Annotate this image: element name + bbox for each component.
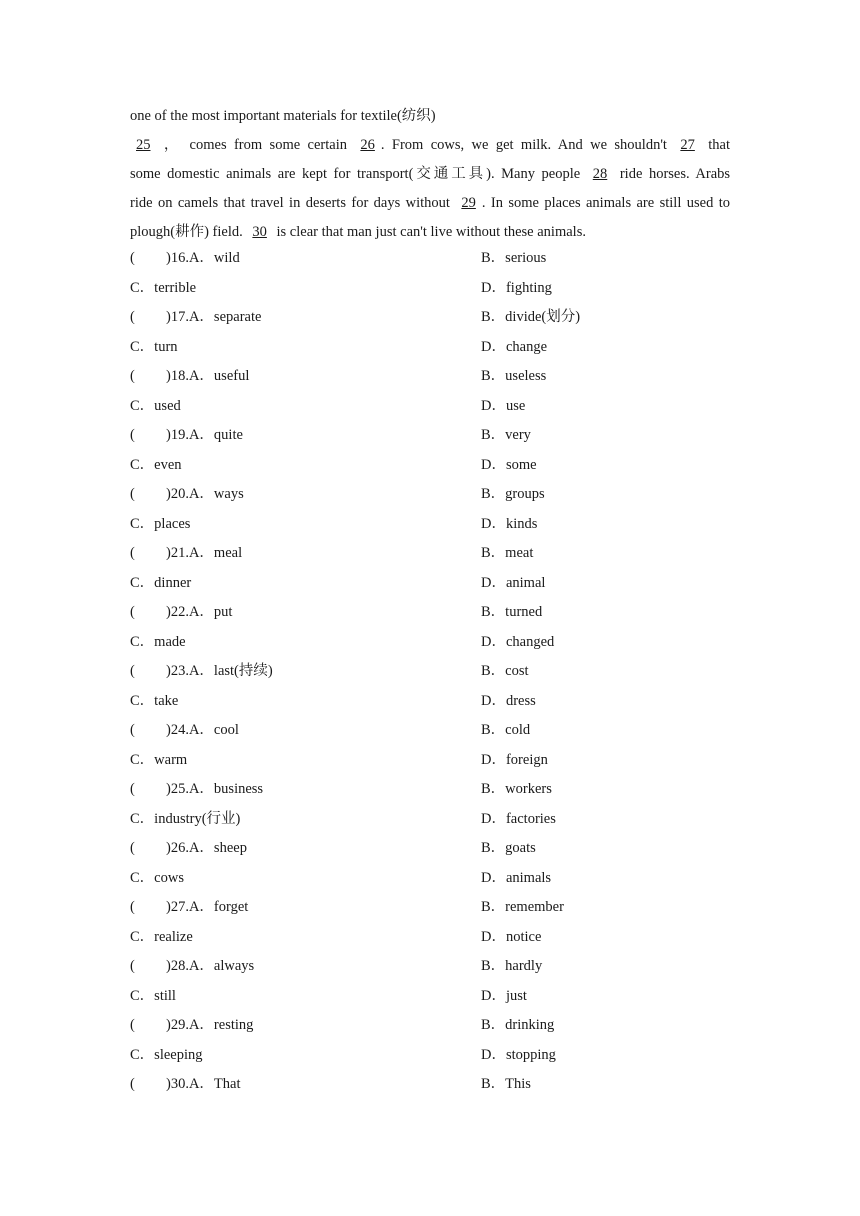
blank-27: 27 <box>680 137 695 153</box>
option-d: D．factories <box>481 810 556 827</box>
option-c: C．used <box>130 397 181 414</box>
question-row <box>130 746 730 776</box>
question-row <box>130 893 730 923</box>
option-a: )25.A．business <box>166 781 264 797</box>
answer-paren[interactable]: ( <box>130 663 135 679</box>
passage-line <box>130 218 730 247</box>
question-row <box>130 392 730 422</box>
option-b: B．useless <box>481 368 547 384</box>
blank-25: 25 <box>136 137 151 153</box>
cloze-passage <box>130 102 730 247</box>
question-row <box>130 923 730 953</box>
question-row <box>130 834 730 864</box>
question-left <box>130 893 248 923</box>
option-a: )23.A．last(持续) <box>166 663 273 679</box>
option-b: B．goats <box>481 840 536 856</box>
blank-28: 28 <box>592 166 608 182</box>
question-row <box>130 687 730 717</box>
option-a: )22.A．put <box>166 604 233 620</box>
question-left <box>130 362 249 392</box>
option-d: D．kinds <box>481 515 538 532</box>
option-d: D．foreign <box>481 751 548 768</box>
question-left <box>130 598 232 628</box>
option-d: D．animal <box>481 574 546 591</box>
question-row <box>130 598 730 628</box>
option-d: D．just <box>481 987 527 1004</box>
question-row <box>130 303 730 333</box>
option-a: )28.A．always <box>166 958 255 974</box>
passage-line <box>130 102 730 131</box>
question-row <box>130 805 730 835</box>
option-a: )18.A．useful <box>166 368 250 384</box>
option-a: )27.A．forget <box>166 899 249 915</box>
option-b: B．workers <box>481 781 552 797</box>
option-d: D．stopping <box>481 1046 556 1063</box>
option-b: B．serious <box>481 250 547 266</box>
option-b: B．groups <box>481 486 545 502</box>
option-d: D．change <box>481 338 548 355</box>
option-b: B．cost <box>481 663 529 679</box>
question-row <box>130 244 730 274</box>
question-row <box>130 775 730 805</box>
answer-paren[interactable]: ( <box>130 840 135 856</box>
question-row <box>130 716 730 746</box>
question-row <box>130 864 730 894</box>
answer-paren[interactable]: ( <box>130 899 135 915</box>
option-d: D．use <box>481 397 526 414</box>
option-c: C．warm <box>130 751 188 768</box>
option-c: C．turn <box>130 338 178 355</box>
answer-paren[interactable]: ( <box>130 250 135 266</box>
option-c: C．places <box>130 515 191 532</box>
question-row <box>130 539 730 569</box>
passage-text: ride on camels that travel in deserts for days without <box>130 195 450 211</box>
answer-paren[interactable]: ( <box>130 781 135 797</box>
answer-paren[interactable]: ( <box>130 427 135 443</box>
option-a: )30.A．That <box>166 1076 241 1092</box>
question-row <box>130 952 730 982</box>
option-b: B．drinking <box>481 1017 555 1033</box>
question-row <box>130 1011 730 1041</box>
option-d: D．changed <box>481 633 555 650</box>
passage-text: some domestic animals are kept for transport(交通工具). Many people <box>130 166 581 182</box>
passage-text: ride horses. Arabs <box>619 166 731 182</box>
answer-paren[interactable]: ( <box>130 545 135 561</box>
option-b: B．turned <box>481 604 543 620</box>
question-row <box>130 657 730 687</box>
passage-text: is clear that man just can't live without these animals. <box>276 224 586 240</box>
passage-text: plough(耕作) field. <box>130 224 243 240</box>
option-a: )21.A．meal <box>166 545 243 561</box>
option-a: )20.A．ways <box>166 486 244 502</box>
option-a: )26.A．sheep <box>166 840 247 856</box>
option-b: B．remember <box>481 899 564 915</box>
option-a: )17.A．separate <box>166 309 262 325</box>
question-left <box>130 1070 241 1100</box>
option-c: C．terrible <box>130 279 197 296</box>
question-left <box>130 539 242 569</box>
passage-line <box>130 160 730 189</box>
question-row <box>130 982 730 1012</box>
question-left <box>130 480 244 510</box>
answer-paren[interactable]: ( <box>130 958 135 974</box>
option-d: D．dress <box>481 692 536 709</box>
question-row <box>130 421 730 451</box>
answer-paren[interactable]: ( <box>130 1017 135 1033</box>
passage-line <box>130 189 730 218</box>
blank-29: 29 <box>461 195 476 211</box>
option-d: D．some <box>481 456 537 473</box>
question-row <box>130 569 730 599</box>
option-d: D．notice <box>481 928 542 945</box>
option-c: C．dinner <box>130 574 192 591</box>
question-left <box>130 775 263 805</box>
passage-text: one of the most important materials for textile(纺织) <box>130 108 436 124</box>
question-options <box>130 244 730 1100</box>
option-b: B．divide(划分) <box>481 309 581 325</box>
passage-text: that <box>708 137 730 153</box>
option-b: B．very <box>481 427 531 443</box>
option-b: B．meat <box>481 545 534 561</box>
option-c: C．sleeping <box>130 1046 203 1063</box>
option-c: C．industry(行业) <box>130 810 241 827</box>
question-left <box>130 303 261 333</box>
option-b: B．cold <box>481 722 531 738</box>
question-row <box>130 1070 730 1100</box>
answer-paren[interactable]: ( <box>130 368 135 384</box>
question-left <box>130 952 254 982</box>
question-row <box>130 274 730 304</box>
option-a: )16.A．wild <box>166 250 240 266</box>
question-row <box>130 510 730 540</box>
passage-line <box>130 131 730 160</box>
question-row <box>130 333 730 363</box>
question-row <box>130 362 730 392</box>
question-left <box>130 657 273 687</box>
option-a: )29.A．resting <box>166 1017 254 1033</box>
question-row <box>130 451 730 481</box>
option-b: B．hardly <box>481 958 543 974</box>
option-c: C．made <box>130 633 186 650</box>
answer-paren[interactable]: ( <box>130 722 135 738</box>
option-c: C．cows <box>130 869 184 886</box>
option-d: D．animals <box>481 869 552 886</box>
question-left <box>130 244 240 274</box>
option-c: C．even <box>130 456 182 473</box>
question-left <box>130 716 239 746</box>
question-row <box>130 628 730 658</box>
option-a: )19.A．quite <box>166 427 243 443</box>
blank-26: 26 <box>360 137 375 153</box>
passage-text: ， comes from some certain <box>163 137 347 153</box>
option-b: B．This <box>481 1076 531 1092</box>
answer-paren[interactable]: ( <box>130 604 135 620</box>
blank-30: 30 <box>252 224 267 240</box>
passage-text: . From cows, we get milk. And we shouldn't <box>380 137 667 153</box>
question-left <box>130 421 243 451</box>
option-c: C．realize <box>130 928 193 945</box>
passage-text: . In some places animals are still used to <box>481 195 731 211</box>
question-row <box>130 1041 730 1071</box>
answer-paren[interactable]: ( <box>130 486 135 502</box>
question-left <box>130 834 247 864</box>
question-left <box>130 1011 253 1041</box>
option-c: C．take <box>130 692 179 709</box>
option-c: C．still <box>130 987 176 1004</box>
answer-paren[interactable]: ( <box>130 1076 135 1092</box>
option-d: D．fighting <box>481 279 552 296</box>
option-a: )24.A．cool <box>166 722 239 738</box>
question-row <box>130 480 730 510</box>
answer-paren[interactable]: ( <box>130 309 135 325</box>
